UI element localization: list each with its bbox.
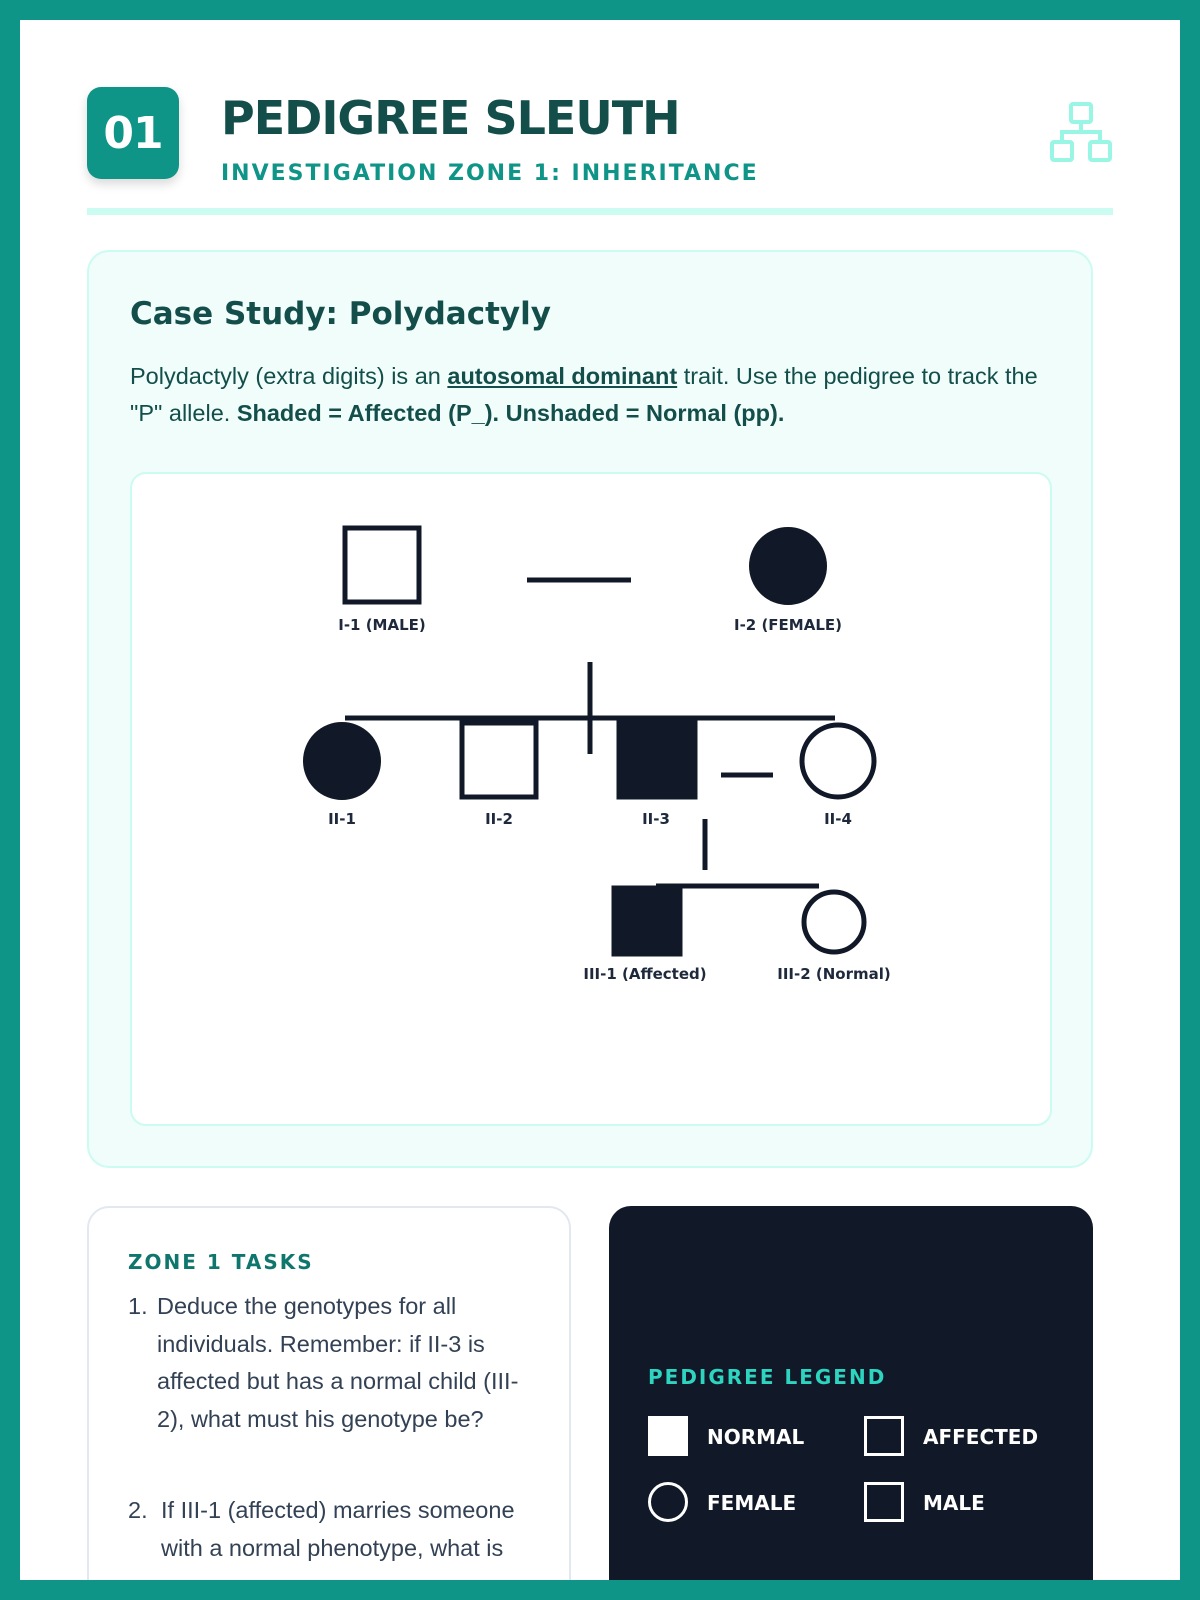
tasks-card — [87, 1206, 571, 1580]
label-ii3: II-3 — [642, 810, 670, 828]
case-study-card — [87, 250, 1093, 1168]
legend-label: MALE — [923, 1491, 985, 1515]
shading-key-text: Shaded = Affected (P_). Unshaded = Normal (pp). — [236, 400, 785, 426]
task-text: Deduce the genotypes for all individuals. Remember: if II-3 is affected but has a normal child (III-2), what must his genotype be? — [157, 1293, 519, 1432]
pedigree-diagram — [130, 472, 1052, 1126]
label-iii2: III-2 (Normal) — [777, 965, 891, 983]
legend-label: NORMAL — [707, 1425, 805, 1449]
worksheet-page — [20, 20, 1180, 1580]
label-ii1: II-1 — [328, 810, 356, 828]
pedigree-svg — [132, 474, 1050, 1124]
case-study-description — [130, 358, 1060, 432]
trait-type-emphasis: autosomal dominant — [447, 363, 678, 389]
i2-female-symbol — [751, 529, 825, 603]
tasks-title: ZONE 1 TASKS — [128, 1250, 314, 1274]
legend-card — [609, 1206, 1093, 1580]
label-ii4: II-4 — [824, 810, 852, 828]
label-iii1: III-1 (Affected) — [583, 965, 707, 983]
filled-square-icon — [648, 1416, 688, 1456]
header-divider — [87, 208, 1113, 215]
desc-text-1: Polydactyly (extra digits) is an — [130, 363, 448, 389]
outline-circle-icon — [648, 1482, 688, 1522]
case-study-title: Case Study: Polydactyly — [130, 296, 551, 332]
outline-square-icon — [864, 1416, 904, 1456]
legend-label: FEMALE — [707, 1491, 797, 1515]
task-number: 1. — [128, 1293, 148, 1319]
header — [87, 87, 1113, 209]
page-title: PEDIGREE SLEUTH — [221, 91, 680, 145]
ii4-female-symbol — [802, 725, 874, 797]
iii2-female-symbol — [804, 892, 864, 952]
label-i2: I-2 (FEMALE) — [733, 616, 843, 634]
ii2-male-symbol — [462, 723, 536, 797]
outline-square-icon — [864, 1482, 904, 1522]
task-text: If III-1 (affected) marries someone with a normal phenotype, what is — [161, 1497, 515, 1561]
iii1-male-symbol — [614, 888, 680, 954]
legend-title: PEDIGREE LEGEND — [648, 1365, 887, 1389]
task-number: 2. — [128, 1497, 148, 1523]
desc-text-2: trait. Use the pedigree to track the "P" allele. — [130, 363, 1038, 426]
ii3-male-symbol — [619, 721, 695, 797]
hierarchy-icon — [1049, 101, 1113, 165]
label-i1: I-1 (MALE) — [338, 616, 426, 634]
i1-male-symbol — [345, 528, 419, 602]
zone-number-badge: 01 — [87, 87, 179, 179]
label-ii2: II-2 — [485, 810, 513, 828]
page-subtitle: INVESTIGATION ZONE 1: INHERITANCE — [221, 161, 759, 186]
legend-label: AFFECTED — [923, 1425, 1039, 1449]
ii1-female-symbol — [305, 724, 379, 798]
